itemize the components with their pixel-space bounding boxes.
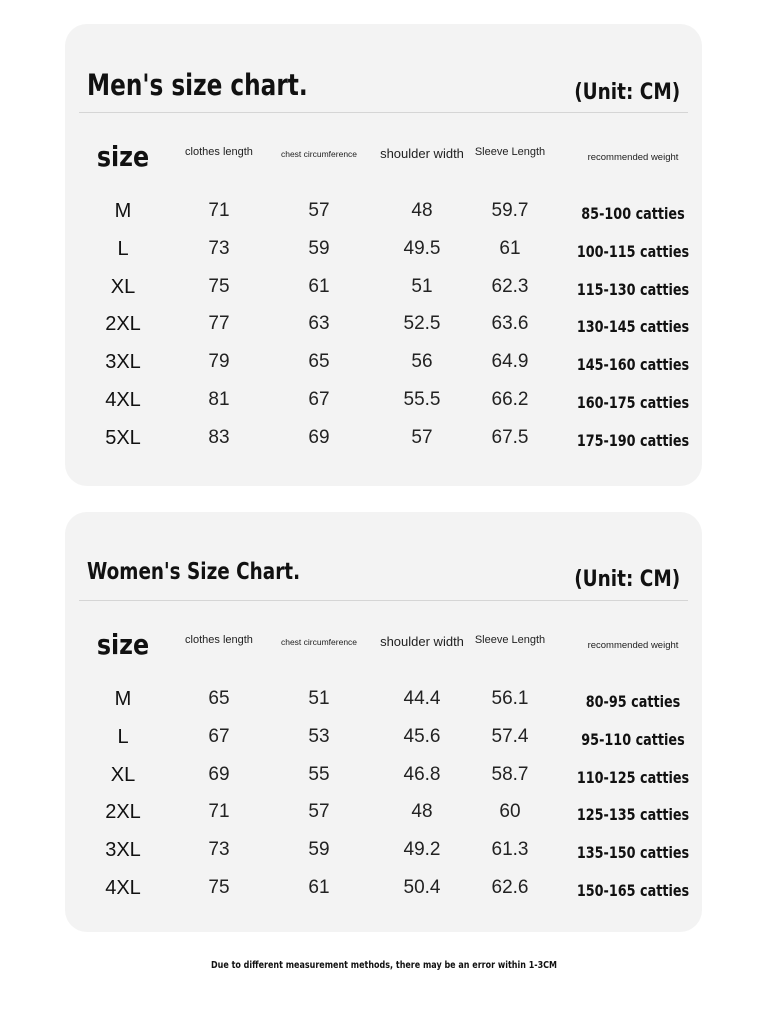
men-shoulder-cell: 49.5 <box>403 237 441 259</box>
men-clothes-length-cell: 83 <box>208 426 230 448</box>
men-clothes-length-cell: 71 <box>208 200 230 221</box>
women-chest-cell: 59 <box>308 839 330 861</box>
men-clothes-length-cell: 81 <box>208 389 230 410</box>
men-sleeve-cell: 63.6 <box>491 313 529 335</box>
measurement-footnote: Due to different measurement methods, there may be an error within 1-3CM <box>211 960 557 971</box>
men-size-cell: L <box>117 237 129 260</box>
men-sleeve-cell: 61 <box>499 237 521 259</box>
men-chest-cell: 65 <box>308 351 330 373</box>
men-sleeve-cell: 67.5 <box>491 426 529 448</box>
men-chest-cell: 63 <box>308 313 330 335</box>
women-size-cell: 3XL <box>105 839 141 862</box>
men-shoulder-cell: 55.5 <box>403 389 441 410</box>
women-sleeve-cell: 62.6 <box>491 877 529 898</box>
men-clothes-length-cell: 73 <box>208 237 230 259</box>
women-sleeve-cell: 61.3 <box>491 839 529 861</box>
men-size-cell: M <box>114 200 132 222</box>
men-shoulder-cell: 57 <box>411 426 433 448</box>
women-shoulder-cell: 45.6 <box>403 725 441 747</box>
women-sleeve-cell: 58.7 <box>491 763 529 785</box>
women-chart-title: Women's Size Chart. <box>87 559 301 585</box>
women-size-cell: 2XL <box>105 801 141 824</box>
women-chest-cell: 53 <box>308 725 330 747</box>
men-shoulder-header: shoulder width <box>380 146 464 161</box>
men-weight-cell: 175-190 catties <box>576 430 690 450</box>
women-shoulder-cell: 48 <box>411 801 433 823</box>
men-shoulder-cell: 56 <box>411 351 433 373</box>
men-size-header: size <box>96 140 150 173</box>
men-chest-cell: 61 <box>308 275 330 297</box>
women-weight-cell: 95-110 catties <box>581 729 685 749</box>
women-clothes-length-cell: 71 <box>208 801 230 823</box>
women-clothes-length-cell: 67 <box>208 725 230 747</box>
women-title-divider <box>79 600 688 601</box>
men-weight-cell: 85-100 catties <box>581 204 685 223</box>
women-weight-cell: 110-125 catties <box>576 767 690 787</box>
men-size-cell: 5XL <box>105 426 141 449</box>
men-sleeve-cell: 66.2 <box>491 389 529 410</box>
women-shoulder-header: shoulder width <box>380 634 464 649</box>
men-weight-cell: 130-145 catties <box>576 317 690 337</box>
women-shoulder-cell: 46.8 <box>403 763 441 785</box>
men-shoulder-cell: 52.5 <box>403 313 441 335</box>
men-unit-label: (Unit: CM) <box>573 80 680 105</box>
women-weight-cell: 125-135 catties <box>576 805 690 825</box>
men-sleeve-cell: 62.3 <box>491 275 529 297</box>
men-chest-cell: 69 <box>308 426 330 448</box>
men-size-cell: 4XL <box>105 389 141 411</box>
men-clothes-length-header: clothes length <box>185 146 253 158</box>
men-size-chart-card <box>65 24 702 486</box>
men-chest-cell: 57 <box>308 200 330 221</box>
women-size-cell: L <box>117 725 129 748</box>
men-sleeve-cell: 59.7 <box>491 200 529 221</box>
women-clothes-length-header: clothes length <box>185 634 253 646</box>
women-clothes-length-cell: 75 <box>208 877 230 898</box>
women-weight-cell: 135-150 catties <box>576 843 690 863</box>
women-clothes-length-cell: 65 <box>208 688 230 709</box>
men-size-cell: 2XL <box>105 313 141 336</box>
women-chest-header: chest circumference <box>280 637 358 647</box>
women-size-header: size <box>96 628 150 661</box>
men-shoulder-cell: 51 <box>411 275 433 297</box>
women-sleeve-cell: 57.4 <box>491 725 529 747</box>
men-size-cell: XL <box>110 275 136 298</box>
women-weight-cell: 80-95 catties <box>585 692 681 711</box>
men-weight-cell: 115-130 catties <box>576 279 690 299</box>
men-chest-cell: 67 <box>308 389 330 410</box>
men-weight-cell: 100-115 catties <box>576 241 690 261</box>
women-unit-label: (Unit: CM) <box>573 567 680 592</box>
men-clothes-length-cell: 77 <box>208 313 230 335</box>
women-clothes-length-cell: 69 <box>208 763 230 785</box>
women-clothes-length-cell: 73 <box>208 839 230 861</box>
women-sleeve-cell: 60 <box>499 801 521 823</box>
men-chest-header: chest circumference <box>280 149 358 159</box>
women-size-cell: M <box>114 688 132 710</box>
women-sleeve-cell: 56.1 <box>491 688 529 709</box>
men-chest-cell: 59 <box>308 237 330 259</box>
men-sleeve-cell: 64.9 <box>491 351 529 373</box>
men-weight-cell: 145-160 catties <box>576 355 690 375</box>
women-weight-cell: 150-165 catties <box>576 881 690 900</box>
men-weight-cell: 160-175 catties <box>576 393 690 412</box>
women-size-cell: 4XL <box>105 877 141 899</box>
men-clothes-length-cell: 79 <box>208 351 230 373</box>
women-chest-cell: 51 <box>308 688 330 709</box>
women-chest-cell: 55 <box>308 763 330 785</box>
women-chest-cell: 61 <box>308 877 330 898</box>
women-shoulder-cell: 50.4 <box>403 877 441 898</box>
men-chart-title: Men's size chart. <box>87 68 308 102</box>
women-sleeve-header: Sleeve Length <box>474 634 546 646</box>
men-size-cell: 3XL <box>105 351 141 374</box>
women-shoulder-cell: 49.2 <box>403 839 441 861</box>
men-title-divider <box>79 112 688 113</box>
women-shoulder-cell: 44.4 <box>403 688 441 709</box>
men-weight-header: recommended weight <box>587 152 679 163</box>
men-sleeve-header: Sleeve Length <box>474 146 546 158</box>
women-weight-header: recommended weight <box>587 640 679 651</box>
men-clothes-length-cell: 75 <box>208 275 230 297</box>
women-chest-cell: 57 <box>308 801 330 823</box>
women-size-chart-card <box>65 512 702 932</box>
men-shoulder-cell: 48 <box>411 200 433 221</box>
women-size-cell: XL <box>110 763 136 786</box>
